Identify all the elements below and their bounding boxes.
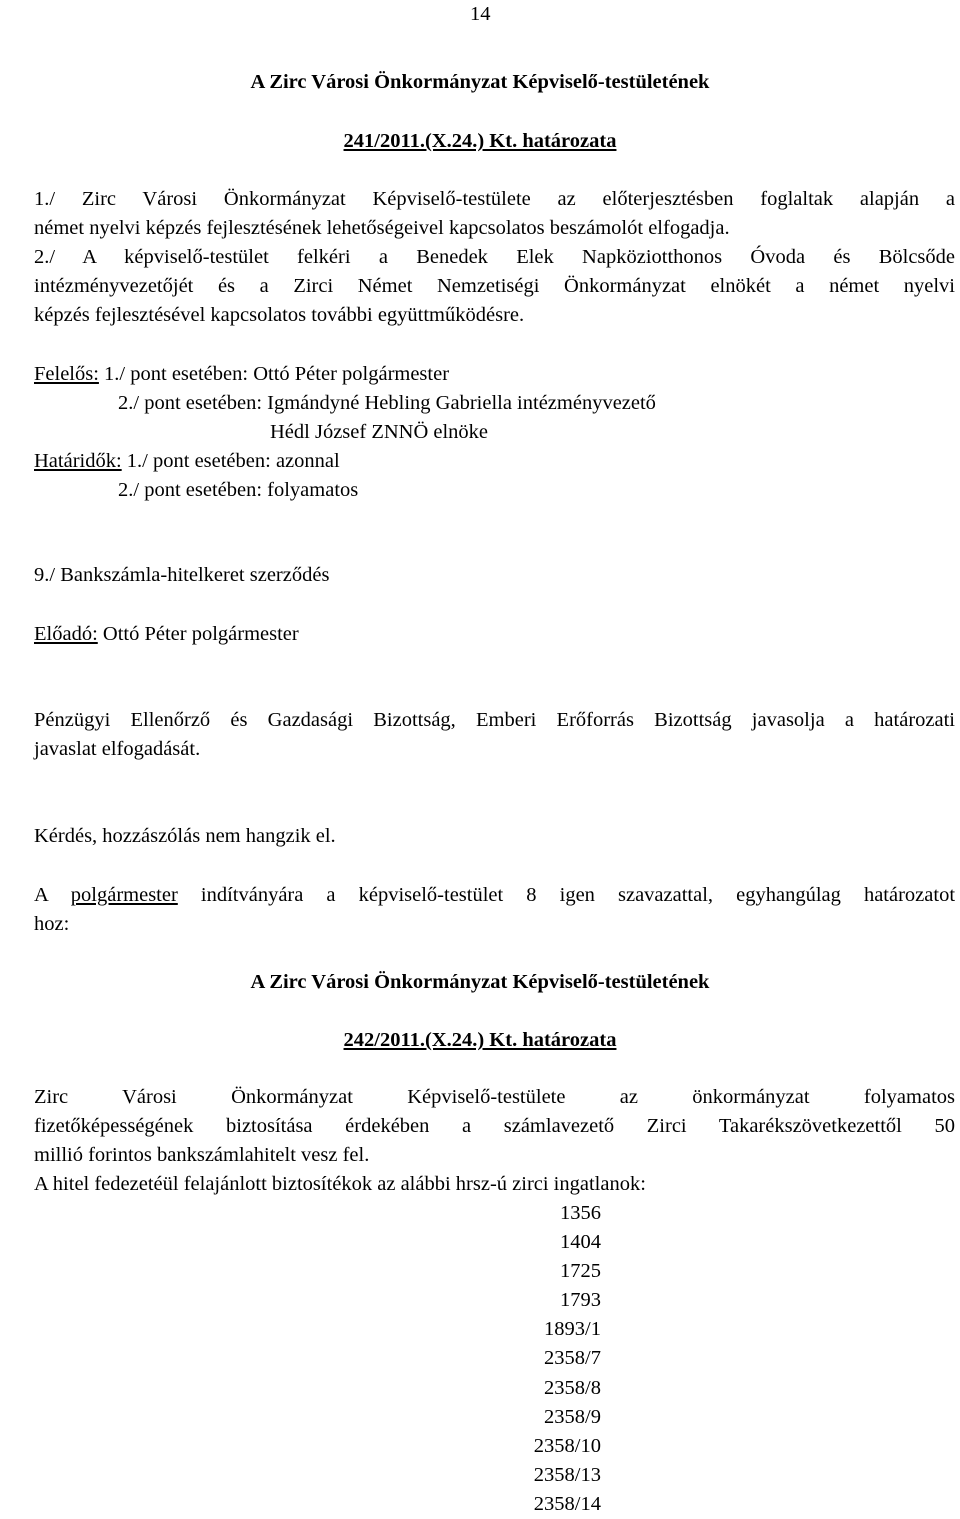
resolution-heading: A Zirc Városi Önkormányzat Képviselő-testületének — [250, 71, 710, 93]
list-item — [0, 1461, 960, 1490]
paragraph-line: intézményvezetőjét és a Zirci Német Nemzetiségi Önkormányzat elnökét a német nyelvi — [34, 275, 955, 297]
motion-line — [34, 881, 955, 910]
resolution-heading: A Zirc Városi Önkormányzat Képviselő-testületének — [250, 971, 710, 993]
responsible-label: Felelős: — [34, 363, 99, 385]
deadline-2: 2./ pont esetében: folyamatos — [118, 479, 359, 501]
parcel-number: 1793 — [560, 1289, 601, 1312]
parcel-number: 1404 — [560, 1231, 601, 1254]
resolution-number-text: 242/2011.(X.24.) Kt. határozata — [343, 1029, 617, 1051]
deadline-line-1 — [34, 447, 340, 476]
parcel-number: 2358/9 — [544, 1405, 601, 1428]
paragraph-line: német nyelvi képzés fejlesztésének lehetőségeivel kapcsolatos beszámolót elfogadja. — [34, 217, 730, 239]
motion-rest: indítványára a képviselő-testület 8 igen szavazattal, egyhangúlag határozatot — [200, 884, 956, 906]
resolution-number — [0, 1026, 960, 1055]
responsible-2: 2./ pont esetében: Igmándyné Hebling Gabriella intézményvezető — [118, 392, 656, 414]
body-line: A hitel fedezetéül felajánlott biztosítékok az alábbi hrsz-ú zirci ingatlanok: — [34, 1173, 646, 1195]
list-item — [0, 1490, 960, 1519]
no-questions: Kérdés, hozzászólás nem hangzik el. — [34, 825, 336, 847]
body-line: fizetőképességének biztosítása érdekében a számlavezető Zirci Takarékszövetkezettől 50 — [34, 1115, 955, 1137]
list-item — [0, 1286, 960, 1315]
resolution-number — [0, 127, 960, 156]
responsible-1: 1./ pont esetében: Ottó Péter polgármester — [104, 363, 450, 385]
parcel-number: 2358/10 — [533, 1434, 601, 1457]
list-item — [0, 1403, 960, 1432]
responsible-2b: Hédl József ZNNÖ elnöke — [270, 421, 489, 443]
list-item — [0, 1228, 960, 1257]
page-number: 14 — [470, 3, 491, 25]
parcel-number: 2358/13 — [533, 1463, 601, 1486]
parcel-list — [0, 1199, 960, 1519]
deadline-1: 1./ pont esetében: azonnal — [126, 450, 340, 472]
body-line: millió forintos bankszámlahitelt vesz fel. — [34, 1144, 370, 1166]
list-item — [0, 1344, 960, 1373]
list-item — [0, 1257, 960, 1286]
parcel-number: 1356 — [560, 1202, 601, 1224]
responsible-line-1 — [34, 360, 449, 389]
presenter-line — [34, 620, 299, 649]
agenda-item: 9./ Bankszámla-hitelkeret szerződés — [34, 564, 330, 586]
list-item — [0, 1374, 960, 1403]
motion-line-2: hoz: — [34, 913, 70, 935]
motion-mayor: polgármester — [70, 884, 178, 906]
committee-line: javaslat elfogadását. — [34, 738, 201, 760]
parcel-number: 1725 — [560, 1260, 601, 1283]
list-item — [0, 1315, 960, 1344]
deadline-label: Határidők: — [34, 450, 122, 472]
body-line: Zirc Városi Önkormányzat Képviselő-testülete az önkormányzat folyamatos — [34, 1086, 955, 1108]
resolution-number-text: 241/2011.(X.24.) Kt. határozata — [343, 130, 617, 152]
paragraph-line: 2./ A képviselő-testület felkéri a Benedek Elek Napköziotthonos Óvoda és Bölcsőde — [34, 246, 955, 268]
parcel-number: 2358/7 — [544, 1347, 601, 1370]
parcel-number: 2358/14 — [533, 1492, 601, 1515]
parcel-number: 2358/8 — [544, 1376, 601, 1399]
paragraph-line: 1./ Zirc Városi Önkormányzat Képviselő-testülete az előterjesztésben foglaltak alapján a — [34, 188, 955, 210]
motion-prefix: A — [34, 884, 48, 906]
parcel-number: 1893/1 — [544, 1318, 601, 1341]
committee-line: Pénzügyi Ellenőrző és Gazdasági Bizottság, Emberi Erőforrás Bizottság javasolja a határozati — [34, 709, 955, 731]
presenter-label: Előadó: — [34, 623, 98, 645]
paragraph-line: képzés fejlesztésével kapcsolatos további együttműködésre. — [34, 304, 525, 326]
list-item — [0, 1199, 960, 1228]
list-item — [0, 1432, 960, 1461]
presenter: Ottó Péter polgármester — [102, 623, 299, 645]
